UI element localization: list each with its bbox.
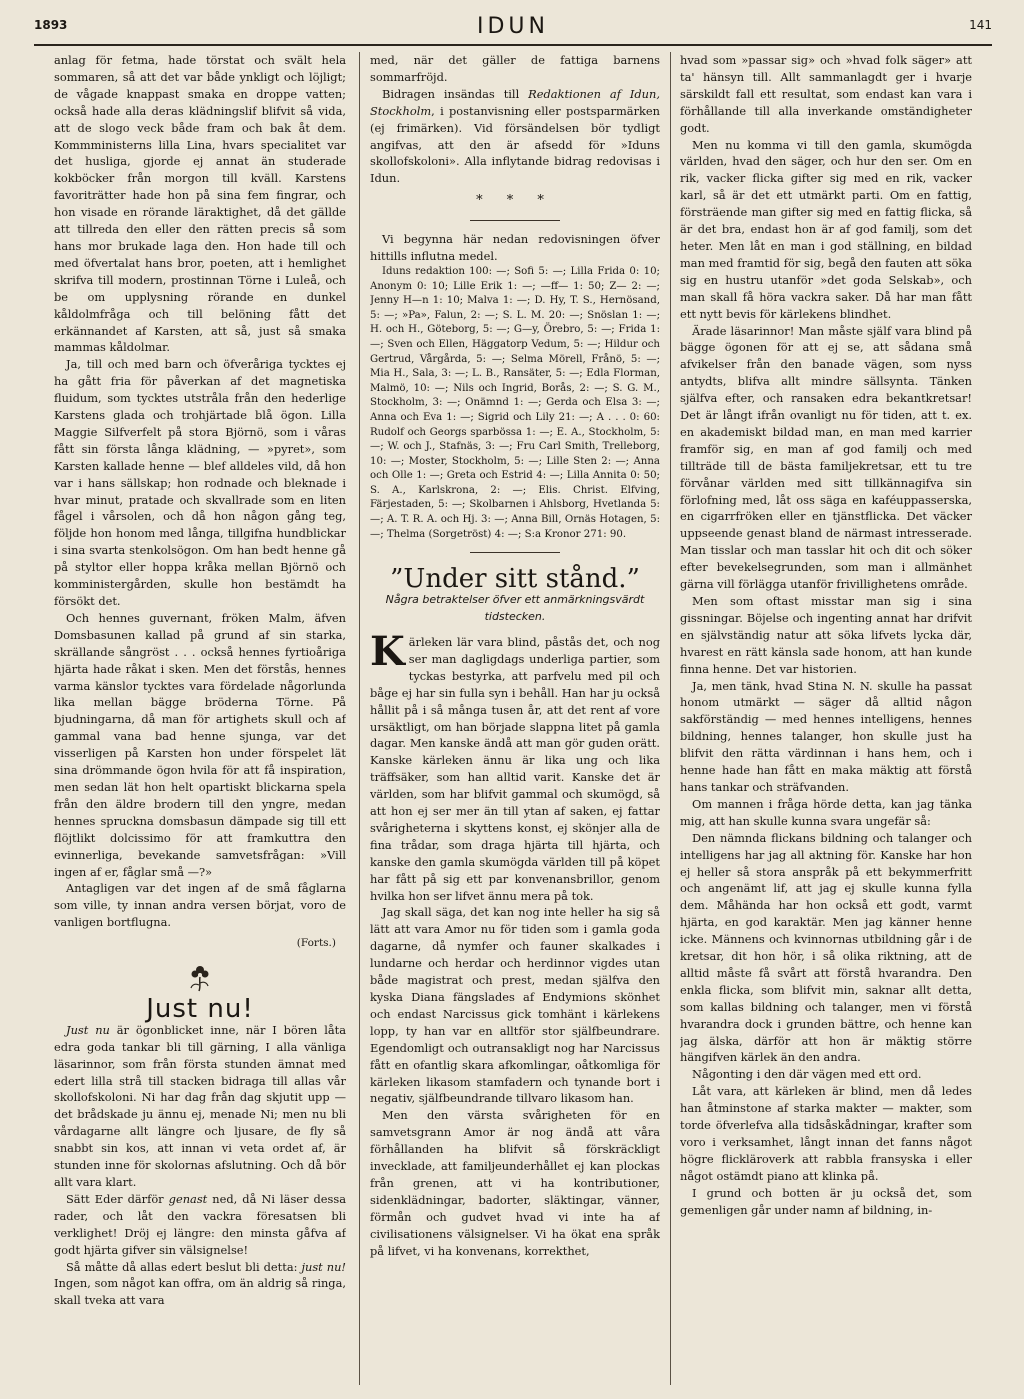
asterism-divider: * * * (476, 193, 554, 209)
paragraph: Den nämnda flickans bildning och talanger och intelligens har jag all aktning för. Kanske har hon ej heller så stora anspråk på ett bekymmerfritt och angenämt lif, att jag ej skulle kunna fylla dem. Måhända har hon också ett godt, varmt hjärta, en god karaktär. Men jag känner henne icke. Männens och kvinnornas utbildning går i de kretsar, dit hon hör, i så olika riktning, att de alltid måste få svårt att förstå hvarandra. Den enkla flicka, som blifvit min, saknar allt detta, som kallas bildning och talanger, men vi förstå hvarandra dock i grunden bättre, och henne kan jag älska, därför att hon är mäktig större hängifven kärlek än den andra. (680, 830, 972, 1065)
page-number: 141 (969, 18, 992, 32)
paragraph (54, 1259, 346, 1310)
short-rule (470, 552, 560, 553)
article-title: ”Under sitt stånd.” (390, 564, 640, 595)
paragraph-text: , i postanvisning eller postsparmärken (ej frimärken). Vid försändelsen bör tydligt angifvas, att den är afsedd för »Iduns skollofskoloni». Alla inflytande bidrag redovisas i Idun. (370, 103, 660, 186)
paragraph: Men den värsta svårigheten för en samvetsgrann Amor är nog ändå att våra förhållanden ha blifvit så förskräckligt invecklade, att familjeunderhållet ej kan plockas från grenen, att vi ha kontributioner, sidenklädningar, badorter, släktingar, vänner, förmån och gudvet hvad vi inte ha af civilisationens välsignelser. Vi ha ökat ena språk på lifvet, vi ha konvenans, korrekthet, (370, 1108, 660, 1258)
paragraph: anlag för fetma, hade törstat och svält hela sommaren, så att det var både ynkligt och löjligt; de vågade knappast smaka en droppe vatten; också hade alla deras klädningslif blifvit så vida, att de slogo veck både fram och bak åt dem. Kommministerns lilla Lina, hvars specialitet var det husliga, gjorde ej annat än studerade kokböcker från morgon till kväll. Karstens favoriträtter hade hon på sina fem fingrar, och hon visade en rörande läraktighet, då det gällde att tillreda den eller den rätten precis så som hans mor brukade laga den. Hon hade till och med öfvertalat hans bror, poeten, att i hemlighet skrifva till modern, prostinnan Törne i Luleå, och be om upplysning rörande en dunkel kåldolmfråga och till belöning fått det erkännandet af Karsten, att så, just så smaka mammas kåldolmar. (54, 53, 346, 355)
drop-cap: K (370, 627, 405, 675)
column-middle (370, 52, 660, 1385)
paragraph: Någonting i den där vägen med ett ord. (692, 1067, 922, 1082)
paragraph: Antagligen var det ingen af de små fåglarna som ville, ty innan andra versen börjat, voro de vanligen bortflugna. (54, 881, 346, 930)
paragraph: Vi begynna här nedan redovisningen öfver hittills influtna medel. (370, 232, 660, 264)
paragraph: hvad som »passar sig» och »hvad folk säger» att ta' hänsyn till. Allt sammanlagdt ger i hvarje särskildt fall ett resultat, som endast kan vara i förhållande till alla inverkande omständigheter godt. (680, 53, 972, 135)
paragraph (370, 627, 660, 905)
paragraph: Låt vara, att kärleken är blind, men då ledes han åtminstone af starka makter — makter, som torde öfverlefva alla tidsåskådningar, krafter som voro i verksamhet, långt innan det fanns något högre flickläroverk att rabbla fransyska i eller något ostämdt piano att klinka på. (680, 1084, 972, 1183)
column-right (680, 52, 972, 1385)
donations-list: Iduns redaktion 100: —; Sofi 5: —; Lilla Frida 0: 10; Anonym 0: 10; Lille Erik 1: —; —ff— 1: 50; Z— 2: —; Jenny H—n 1: 10; Malva 1: —; D. Hy, T. S., Hernösand, 5: —; »Pa», Falun, 2: —; S. L. M. 20: —; Snöslan 1: —; H. och H., Göteborg, 5: —; G—y, Örebro, 5: —; Frida 1: —; Sven och Ellen, Häggatorp Vedum, 5: —; Hildur och Gertrud, Vårgårda, 5: —; Selma Mörell, Frånö, 5: —; Mia H., Sala, 3: —; L. B., Ransäter, 5: —; Edla Florman, Malmö, 10: —; Nils och Ingrid, Borås, 2: —; S. G. M., Stockholm, 3: —; Onämnd 1: —; Gerda och Elsa 3: —; Anna och Eva 1: —; Sigrid och Lily 21: —; A . . . 0: 60: Rudolf och Georgs sparbössa 1: —; E. A., Stockholm, 5: —; W. och J., Stafnäs, 3: —; Fru Carl Smith, Trelleborg, 10: —; Moster, Stockholm, 5: —; Lille Sten 2: —; Anna och Olle 1: —; Greta och Estrid 4: —; Lilla Annita 0: 50; S. A., Karlskrona, 2: —; Elis. Christ. Elfving, Färjestaden, 5: —; Skolbarnen i Ahlsborg, Hvetlanda 5: —; A. T. R. A. och Hj. 3: —; Anna Bill, Ornäs Hotagen, 5: —; Thelma (Sorgetröst) 4: —; S:a Kronor 271: 90. (370, 265, 660, 540)
paragraph: Men nu komma vi till den gamla, skumögda världen, hvad den säger, och hur den ser. Om en rik, vacker flicka gifter sig med en rik, vacker karl, så är det ett utmärkt parti. Om en fattig, försträende man gifter sig med en fattig flicka, så är det bra, endast hon är af god familj, som det heter. Men låt en man i god ställning, en bildad man med framtid för sig, begå den fauten att söka sig en hustru utanför »det goda Selskab», och man skall få höra vackra saker. Då har man fått ett nytt bevis för kärlekens blindhet. (680, 137, 972, 321)
paragraph: Jag skall säga, det kan nog inte heller ha sig så lätt att vara Amor nu för tiden som i gamla goda dagarne, då nymfer och fauner skalkades i lundarne och herdar och herdinnor vigdes utan både magistrat och prest, medan själfva den kyska Diana fängslades af Endymions skönhet och endast Narcissus gick tomhänt i kärlekens lopp, ty han var en alltför stor själfbeundrare. Egendomligt och outransakligt nog har Narcissus fått en ofantlig skara afkomlingar, oåtkomliga för kärleken likasom stamfadern och tynande bort i negativ, själfbeundrande tillvaro likasom han. (370, 905, 660, 1106)
paragraph-text: Sätt Eder därför (66, 1191, 169, 1206)
emphasis: just nu! (301, 1259, 346, 1274)
paragraph: Ja, men tänk, hvad Stina N. N. skulle ha passat honom utmärkt — säger då alltid någon sakförständig — med hennes intelligens, hennes bildning, hennes talanger, hon skulle just ha blifvit den rätta värdinnan i hans hem, och i henne hade han fått en maka mäktig att förstå hans tankar och sträfvanden. (680, 678, 972, 794)
flower-ornament-icon (54, 962, 346, 997)
paragraph (54, 1022, 346, 1191)
paragraph (370, 86, 660, 187)
short-rule (470, 220, 560, 221)
paragraph-text: Ingen, som något kan offra, om än aldrig så ringa, skall tveka att vara (54, 1276, 346, 1308)
emphasis: genast (168, 1191, 208, 1206)
column-divider (359, 52, 360, 1385)
page-header (34, 14, 992, 40)
paragraph: I grund och botten är ju också det, som gemenligen går under namn af bildning, in- (680, 1185, 972, 1217)
paragraph-text: Bidragen insändas till (382, 86, 529, 101)
paragraph: med, när det gäller de fattiga barnens sommarfröjd. (370, 53, 660, 84)
paragraph (54, 1191, 346, 1259)
paragraph-text: Så måtte då allas edert beslut bli detta: (66, 1259, 302, 1274)
header-rule (34, 44, 992, 46)
article-subtitle: Några betraktelser öfver ett anmärkningsvärdt tidstecken. (385, 593, 645, 624)
paragraph: Och hennes guvernant, fröken Malm, äfven Domsbasunen kallad på grund af sin starka, skrällande sångröst . . . också hennes fyrtioåriga hjärta hade råkat i sken. Men det förstås, hennes varma känslor tycktes vara fördelade någorlunda lika mellan bägge bröderna Törne. På bjudningarna, då man för artighets skull och af gammal vana bad henne sjunga, var det visserligen på Karsten hon under förspelet lät sina drömmande ögon hvila för att få inspiration, men sedan lät hon helt opartiskt blickarna spela från den äldre brodern till den yngre, medan hennes spruckna domsbasun dämpade sig till ett flöjtlikt dolcissimo för att framkuttra den evinnerliga, bevekande samvetsfrågan: »Vill ingen af er, fåglar små —?» (54, 610, 346, 879)
continued-note: (Forts.) (296, 937, 336, 950)
paragraph-text: ärleken lär vara blind, påstås det, och nog ser man dagligdags underliga partier, som tyckas bestyrka, att parfvelu med pil och båge ej har sin fulla syn i behåll. Han har ju också hållit på i så många tusen år, att det rent af vore ursäktligt, om han började slappna litet på gamla dagar. Men kanske ändå att man gör guden orätt. Kanske kärleken ännu är lika ung och lika träffsäker, som han alltid varit. Kanske det är världen, som har blifvit gammal och skumögd, så att hon ej ser mer än till ytan af saken, ej fattar svårigheterna i skyttens konst, ej skönjer alla de fina trådar, som draga hjärta till hjärta, och kanske den gamla skumögda världen till på köpet har fått på sig ett par konvenansbrillor, genom hvilka hon ser lifvet ännu mera på tok. (370, 634, 660, 903)
paragraph: Ja, till och med barn och öfveråriga tycktes ej ha gått fria för påverkan af det magnetiska fluidum, som tycktes utstråla från den hederlige Karstens glada och trohjärtade blå ögon. Lilla Maggie Silfverfelt på stora Björnö, som i våras fått sin första långa klädning, — »pyret», som Karsten kallade henne — blef alldeles vild, då hon var i hans sällskap; hon rodnade och bleknade i hvar minut, pratade och skvallrade som en liten fågel i vårsolen, och då hon någon gång teg, följde hon honom med långa, tillgifna hundblickar i sina svarta stenkolsögon. Om han bedt henne gå på styltor eller hoppa kråka mellan Björnö och komministergården, skulle hon bestämdt ha försökt det. (54, 357, 346, 608)
year-label: 1893 (34, 18, 68, 32)
emphasis: Redaktionen af Idun, Stockholm (370, 86, 660, 118)
column-divider (670, 52, 671, 1385)
paragraph: Om mannen i fråga hörde detta, kan jag tänka mig, att han skulle kunna svara ungefär så: (680, 796, 972, 828)
magazine-title: IDUN (477, 14, 549, 39)
section-title-just-nu: Just nu! (146, 993, 254, 1024)
paragraph-text: ned, då Ni läser dessa rader, och låt den vackra föresatsen bli verklighet! Dröj ej längre: den minsta gåfva af godt hjärta gifver sin välsignelse! (54, 1191, 346, 1257)
paragraph: Ärade läsarinnor! Man måste själf vara blind på bägge ögonen för att ej se, att sådana små afvikelser från den banade vägen, som nyss antydts, blifva allt mindre sällsynta. Tänken själfva efter, och ransaken edra bekantkretsar! Det är långt ifrån ovanligt nu för tiden, att t. ex. en akademiskt bildad man, en man med karrier framför sig, en man af god familj och med tillträde till de bästa familjekretsar, ett tu tre förvånar världen med sitt tillkännagifva sin förlofning med, låt oss säga en kaféuppasserska, en cigarrfröken eller en tjänstflicka. Det väcker uppseende genast bland de närmast intresserade. Man tisslar och man tasslar hit och dit och söker efter bevekelsegrunden, som man i allmänhet gärna vill förlägga utanför frivillighetens område. (680, 323, 972, 592)
column-left (54, 52, 346, 1385)
paragraph-text: är ögonblicket inne, när I bören låta edra goda tankar bli till gärning, I alla vänliga läsarinnor, som från första stunden ämnat med edert lilla strå till stacken bidraga till allas vår skollofskoloni. Ni har dag från dag skjutit upp — det brådskade ju ännu ej, menade Ni; men nu bli vårdagarne allt längre och ljusare, de fly så snabbt sin kos, att innan vi veta ordet af, är stunden inne för skolornas afslutning. Och då bör allt vara klart. (54, 1022, 346, 1189)
paragraph: Men som oftast misstar man sig i sina gissningar. Böjelse och ingenting annat har drifvit en självständig natur att söka lifvets lycka där, hvarest en rätt känsla sade honom, att han kunde finna henne. Det var historien. (680, 594, 972, 676)
emphasis: Just nu (66, 1022, 110, 1037)
